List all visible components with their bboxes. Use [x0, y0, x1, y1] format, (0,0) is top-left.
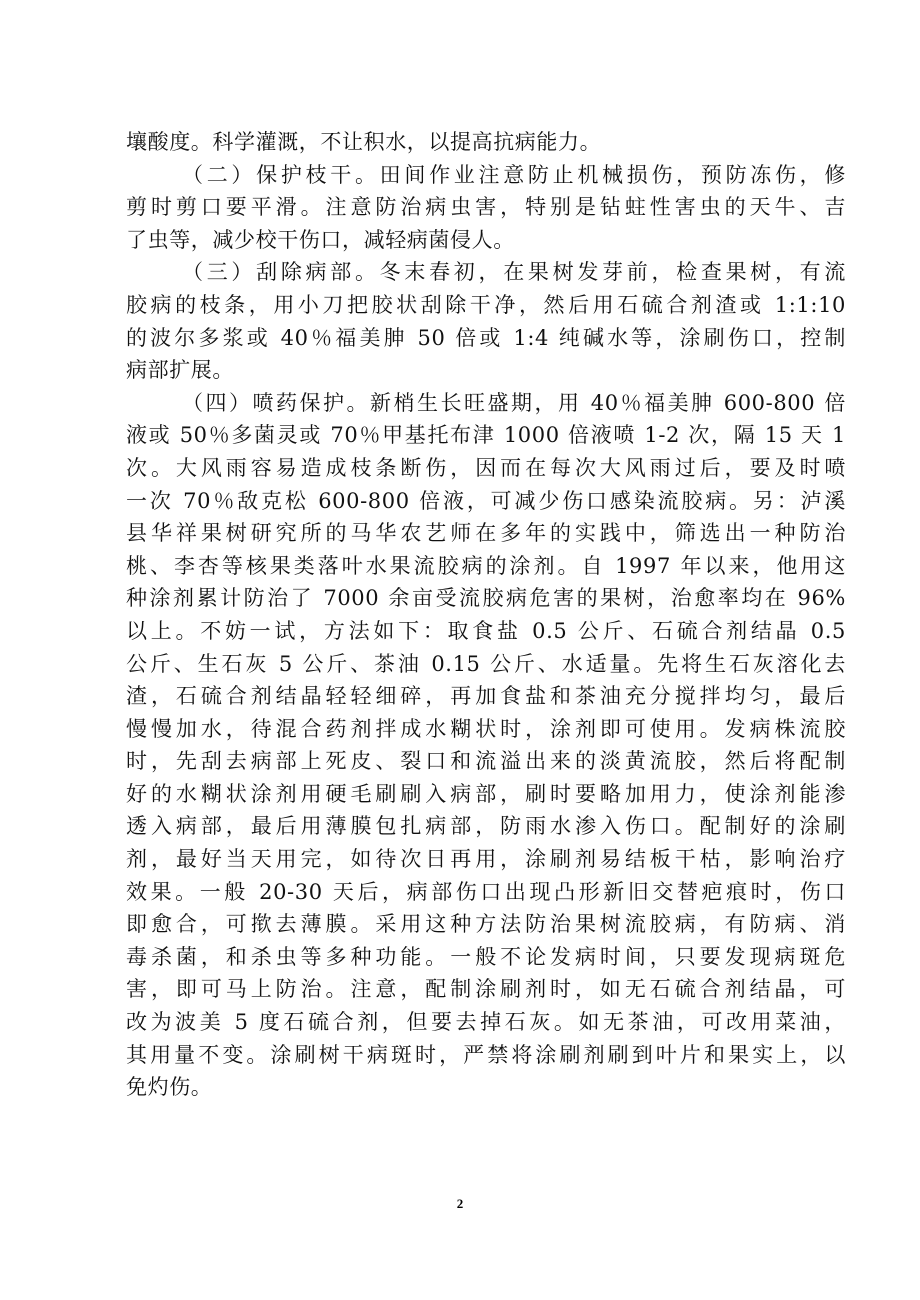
text-line: 渣，石硫合剂结晶轻轻细碎，再加食盐和茶油充分搅拌均匀，最后	[126, 684, 846, 709]
text-line: 效果。一般 20-30 天后，病部伤口出现凸形新旧交替疤痕时，伤口	[126, 879, 846, 904]
text-line: 病部扩展。	[126, 358, 234, 383]
text-line: 慢慢加水，待混合药剂拌成水糊状时，涂剂即可使用。发病株流胶	[126, 716, 846, 741]
text-line: 以上。不妨一试，方法如下：取食盐 0.5 公斤、石硫合剂结晶 0.5	[126, 618, 846, 643]
text-line: 害，即可马上防治。注意，配制涂刷剂时，如无石硫合剂结晶，可	[126, 977, 846, 1002]
text-line: 桃、李杏等核果类落叶水果流胶病的涂剂。自 1997 年以来，他用这	[126, 553, 846, 578]
text-line-section-3: （三）刮除病部。冬末春初，在果树发芽前，检查果树，有流	[182, 260, 846, 285]
text-line: 公斤、生石灰 5 公斤、茶油 0.15 公斤、水适量。先将生石灰溶化去	[126, 651, 846, 676]
text-line: 种涂剂累计防治了 7000 余亩受流胶病危害的果树，治愈率均在 96%	[126, 586, 846, 611]
text-line: 透入病部，最后用薄膜包扎病部，防雨水渗入伤口。配制好的涂刷	[126, 814, 846, 839]
text-line: 其用量不变。涂刷树干病斑时，严禁将涂刷剂刷到叶片和果实上，以	[126, 1042, 846, 1067]
text-line: 壤酸度。科学灌溉，不让积水，以提高抗病能力。	[126, 130, 602, 154]
text-line: 毒杀菌，和杀虫等多种功能。一般不论发病时间，只要发现病斑危	[126, 944, 846, 969]
text-line: 液或 50％多菌灵或 70％甲基托布津 1000 倍液喷 1-2 次，隔 15 天 1	[126, 423, 846, 448]
text-line: 免灼伤。	[126, 1075, 213, 1100]
text-line: 的波尔多浆或 40％福美胂 50 倍或 1:4 纯碱水等，涂刷伤口，控制	[126, 325, 846, 350]
text-line: 次。大风雨容易造成枝条断伤，因而在每次大风雨过后，要及时喷	[126, 455, 846, 480]
text-line: 剪时剪口要平滑。注意防治病虫害，特别是钻蛀性害虫的天牛、吉	[126, 195, 846, 220]
text-line-section-4: （四）喷药保护。新梢生长旺盛期，用 40％福美胂 600-800 倍	[182, 390, 846, 415]
text-line: 改为波美 5 度石硫合剂，但要去掉石灰。如无茶油，可改用菜油，	[126, 1010, 846, 1035]
page-number: 2	[456, 1196, 464, 1211]
text-line: 好的水糊状涂剂用硬毛刷刷入病部，刷时要略加用力，使涂剂能渗	[126, 781, 846, 806]
text-line: 剂，最好当天用完，如待次日再用，涂刷剂易结板干枯，影响治疗	[126, 847, 846, 872]
text-line: 即愈合，可揿去薄膜。采用这种方法防治果树流胶病，有防病、消	[126, 912, 846, 937]
body-text	[126, 126, 846, 1104]
text-line-section-2: （二）保护枝干。田间作业注意防止机械损伤，预防冻伤，修	[182, 162, 846, 187]
text-line: 了虫等，减少校干伤口，减轻病菌侵人。	[126, 227, 515, 252]
text-line: 县华祥果树研究所的马华农艺师在多年的实践中，筛选出一种防治	[126, 521, 846, 546]
text-line: 时，先刮去病部上死皮、裂口和流溢出来的淡黄流胶，然后将配制	[126, 749, 846, 774]
text-line: 胶病的枝条，用小刀把胶状刮除干净，然后用石硫合剂渣或 1:1:10	[126, 292, 846, 317]
text-line: 一次 70％敌克松 600-800 倍液，可减少伤口感染流胶病。另：泸溪	[126, 488, 846, 513]
